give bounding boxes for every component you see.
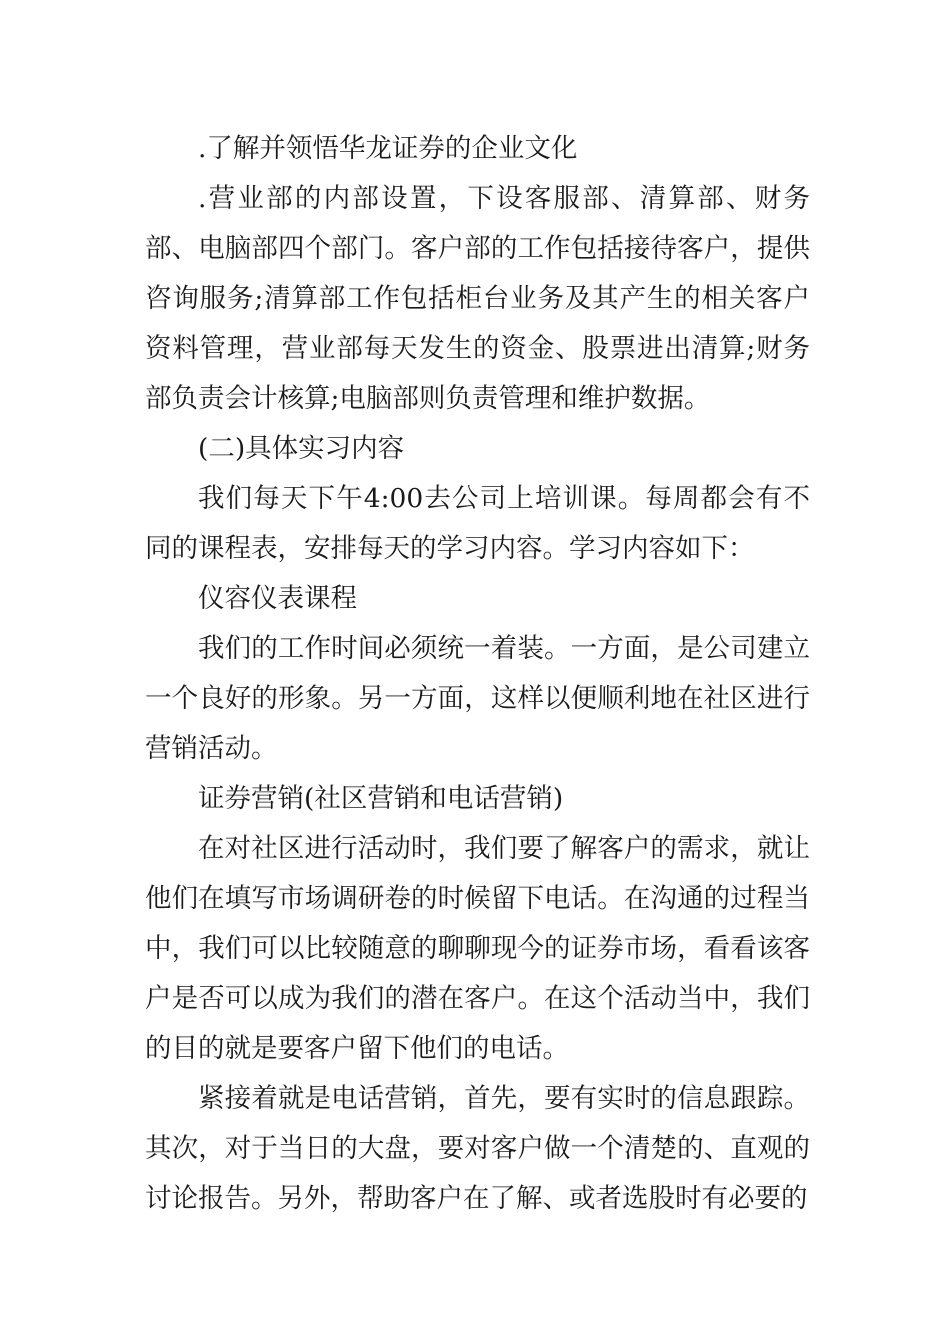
paragraph-department-setup: .营业部的内部设置，下设客服部、清算部、财务部、电脑部四个部门。客户部的工作包括接待客户，提供咨询服务;清算部工作包括柜台业务及其产生的相关客户资料管理，营业部每天发生的资金、股票进出清算;财务部负责会计核算;电脑部则负责管理和维护数据。 xyxy=(145,183,810,414)
subheading-appearance-course: 仪容仪表课程 xyxy=(198,583,357,614)
paragraph-phone-marketing: 紧接着就是电话营销，首先，要有实时的信息跟踪。其次，对于当日的大盘，要对客户做一个清楚的、直观的讨论报告。另外，帮助客户在了解、或者选股时有必要的 xyxy=(145,1083,810,1214)
paragraph-community-marketing: 在对社区进行活动时，我们要了解客户的需求，就让他们在填写市场调研卷的时候留下电话。在沟通的过程当中，我们可以比较随意的聊聊现今的证券市场，看看该客户是否可以成为我们的潜在客户。在这个活动当中，我们的目的就是要客户留下他们的电话。 xyxy=(145,833,810,1064)
document-body xyxy=(145,124,810,1224)
paragraph-daily-training: 我们每天下午4:00去公司上培训课。每周都会有不同的课程表，安排每天的学习内容。学习内容如下： xyxy=(145,483,810,564)
section-heading-internship-content: (二)具体实习内容 xyxy=(198,433,405,464)
subheading-securities-marketing: 证券营销(社区营销和电话营销) xyxy=(198,783,564,814)
paragraph-company-culture: .了解并领悟华龙证券的企业文化 xyxy=(198,133,578,164)
paragraph-dress-code: 我们的工作时间必须统一着装。一方面，是公司建立一个良好的形象。另一方面，这样以便顺利地在社区进行营销活动。 xyxy=(145,633,810,764)
